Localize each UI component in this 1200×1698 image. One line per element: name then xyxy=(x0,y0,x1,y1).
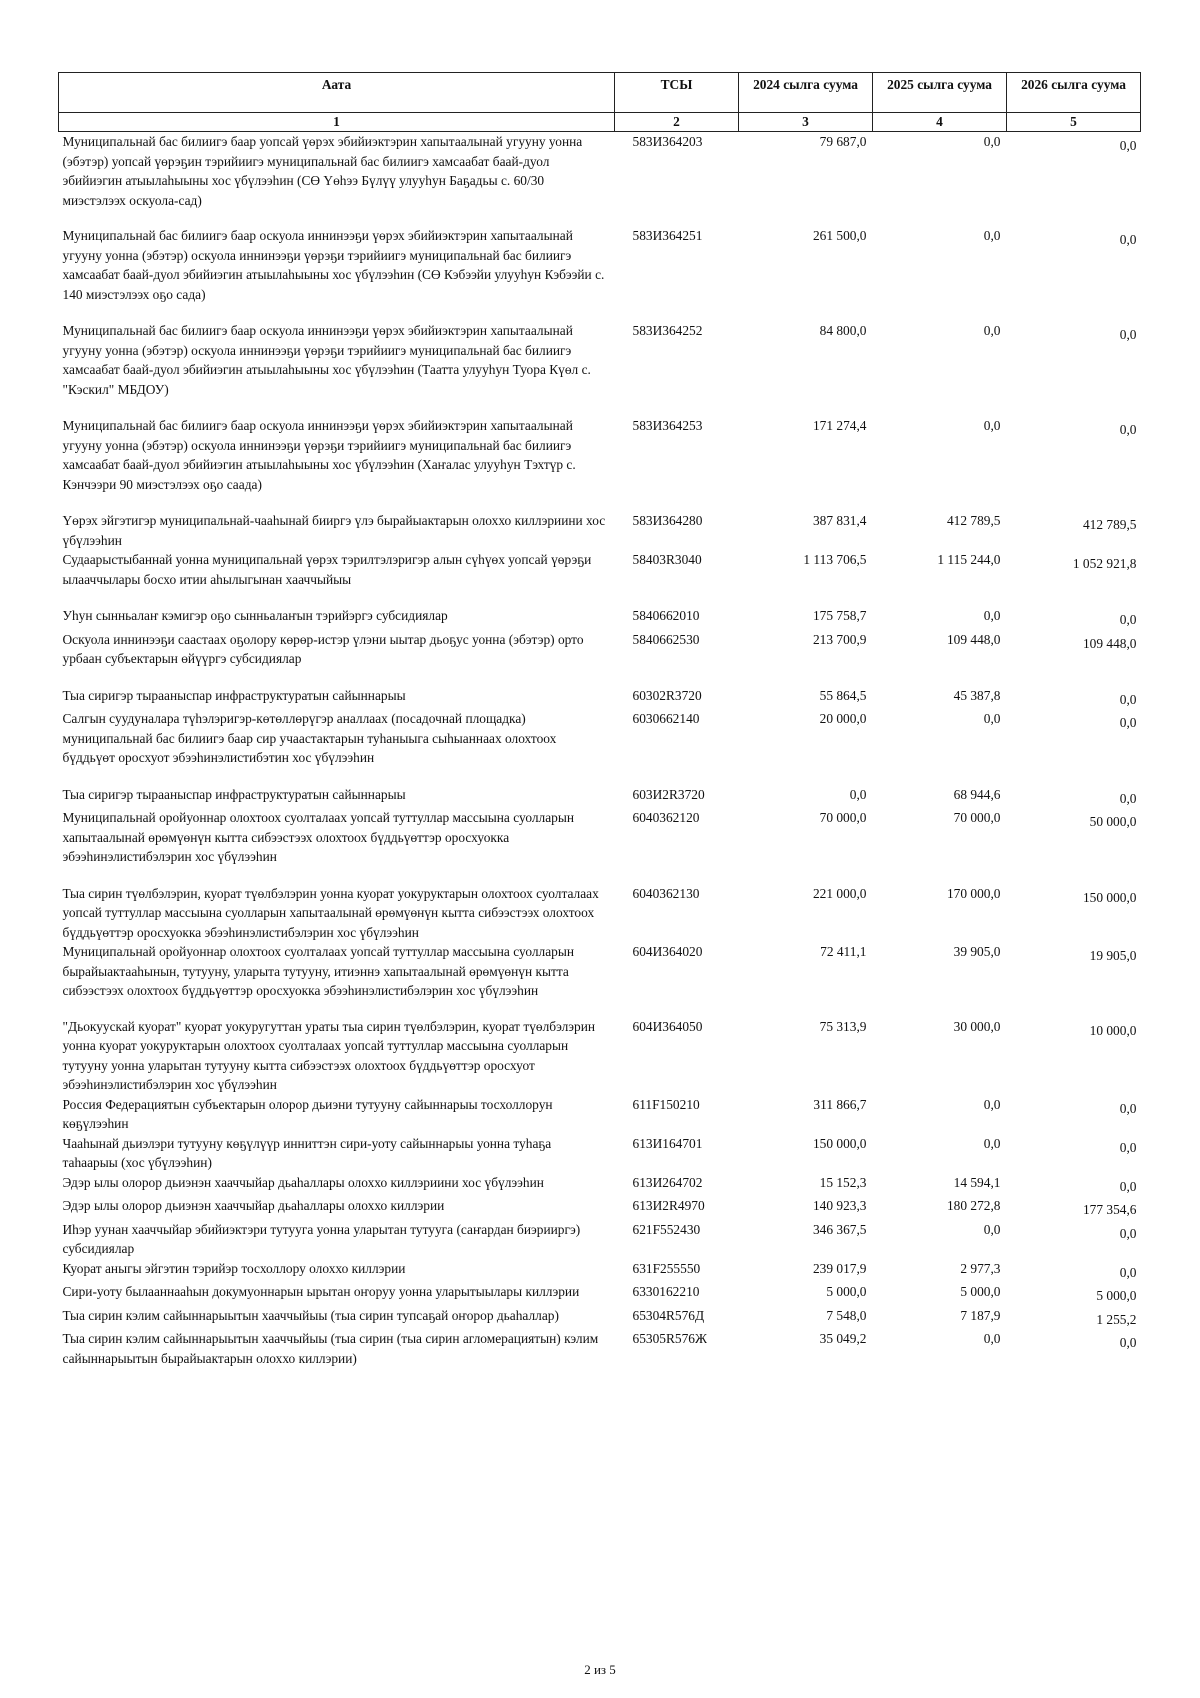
row-2024: 171 274,4 xyxy=(812,418,867,433)
row-2024: 55 864,5 xyxy=(819,687,867,703)
row-name: Муниципальнай бас билиигэ баар оскуола иннинээҕи үөрэх эбийиэктэрин хапытаалынай угууну уонна (эбэтэр) оскуола иннинээҕи үөрэҕи тэрийиигэ муниципальнай бас билиигэ хамсаабат баай-дуол эбийиэгин атыылаһыыны хос үбүлээһин (Хаҥалас улууһун Тэхтүр с. Кэнчээри 90 миэстэлээх оҕо саада) xyxy=(62,418,576,492)
row-name: Муниципальнай бас билиигэ баар оскуола иннинээҕи үөрэх эбийиэктэрин хапытаалынай угууну уонна (эбэтэр) оскуола иннинээҕи үөрэҕи тэрийиигэ муниципальнай бас билиигэ хамсаабат баай-дуол эбийиэгин атыылаһыыны хос үбүлээһин (Таатта улууһун Туора Күөл с. "Кэскил" МБДОУ) xyxy=(62,323,591,397)
header-number: 1 xyxy=(59,113,615,132)
row-2024: 213 700,9 xyxy=(812,631,867,647)
row-code: 611F150210 xyxy=(632,1096,700,1112)
table-row xyxy=(59,785,1141,809)
row-2024: 261 500,0 xyxy=(812,228,867,243)
row-code: 6040362120 xyxy=(632,810,700,825)
row-2025: 0,0 xyxy=(983,1331,1001,1346)
row-2026: 109 448,0 xyxy=(1082,635,1137,651)
page-number: 2 из 5 xyxy=(584,1662,616,1677)
row-2026: 10 000,0 xyxy=(1089,1022,1137,1038)
row-name: Чааһынай дьиэлэри тутууну көҕүлүүр инниттэн сири-уоту сайыннарыы уонна туһаҕа таһаарыы (хос үбүлээһин) xyxy=(62,1135,552,1170)
row-2024: 239 017,9 xyxy=(812,1260,867,1276)
row-2024: 140 923,3 xyxy=(812,1198,867,1213)
row-2026: 1 255,2 xyxy=(1096,1311,1137,1327)
table-row xyxy=(59,1282,1141,1306)
row-2024: 0,0 xyxy=(849,786,867,802)
row-2026: 0,0 xyxy=(1119,1178,1137,1194)
row-code: 60302R3720 xyxy=(632,687,702,703)
header-2024: 2024 сылга суума xyxy=(739,73,873,113)
row-code: 583И364252 xyxy=(632,323,703,338)
row-2025: 170 000,0 xyxy=(946,885,1001,901)
table-row xyxy=(59,1095,1141,1134)
row-code: 583И364280 xyxy=(632,513,703,528)
row-name: Үөрэх эйгэтигэр муниципальнай-чааһынай бииргэ үлэ бырайыактарын олоххо киллэриини хос үбүлээһин xyxy=(62,513,606,548)
row-2024: 150 000,0 xyxy=(812,1135,867,1151)
table-row xyxy=(59,1173,1141,1197)
row-2026: 0,0 xyxy=(1119,612,1137,627)
table-row xyxy=(59,132,1141,227)
row-2026: 0,0 xyxy=(1119,232,1137,247)
row-2026: 0,0 xyxy=(1119,422,1137,437)
row-code: 603И2R3720 xyxy=(632,786,705,802)
row-2025: 0,0 xyxy=(983,711,1001,726)
row-2026: 412 789,5 xyxy=(1082,517,1137,532)
row-2025: 0,0 xyxy=(983,1135,1001,1151)
row-code: 613И164701 xyxy=(632,1135,703,1151)
header-2026: 2026 сылга суума xyxy=(1007,73,1141,113)
header-number: 4 xyxy=(873,113,1007,132)
row-name: Куорат аныгы эйгэтин тэрийэр тосхоллору олоххо киллэрии xyxy=(62,1260,406,1276)
table-row xyxy=(59,1306,1141,1330)
row-2026: 0,0 xyxy=(1119,715,1137,730)
table-row xyxy=(59,1196,1141,1220)
table-row xyxy=(59,550,1141,606)
row-name: Муниципальнай бас билиигэ баар оскуола иннинээҕи үөрэх эбийиэктэрин хапытаалынай угууну уонна (эбэтэр) оскуола иннинээҕи үөрэҕи тэрийиигэ муниципальнай бас билиигэ хамсаабат баай-дуол эбийиэгин атыылаһыыны хос үбүлээһин (СӨ Кэбээйи улууһун Кэбээйи с. 140 миэстэлээх оҕо сада) xyxy=(62,228,605,302)
table-row xyxy=(59,1220,1141,1259)
row-name: Судаарыстыбаннай уонна муниципальнай үөрэх тэрилтэлэригэр алын сүһүөх уопсай үөрэҕи ылааччылары босхо итии аһылыгынан хааччыйыы xyxy=(62,552,592,587)
table-row xyxy=(59,1259,1141,1283)
row-2025: 0,0 xyxy=(983,228,1001,243)
table-row xyxy=(59,1017,1141,1095)
row-2026: 19 905,0 xyxy=(1089,948,1137,963)
row-2026: 0,0 xyxy=(1119,1139,1137,1155)
row-name: Россия Федерациятын субъектарын олорор дьиэни тутууну сайыннарыы тосхоллорун көҕүлээһин xyxy=(62,1096,553,1131)
row-2025: 0,0 xyxy=(983,608,1001,623)
row-2024: 15 152,3 xyxy=(819,1174,867,1190)
row-2025: 30 000,0 xyxy=(953,1018,1001,1034)
row-2026: 0,0 xyxy=(1119,327,1137,342)
row-2025: 70 000,0 xyxy=(953,810,1001,825)
row-2026: 5 000,0 xyxy=(1096,1288,1137,1303)
row-name: Муниципальнай бас билиигэ баар уопсай үөрэх эбийиэктэрин хапытаалынай угууну уонна (эбэтэр) уопсай үөрэҕин тэрийиигэ муниципальнай бас билиигэ хамсаабат баай-дуол эбийиэгин атыылаһыыны хос үбүлээһин (СӨ Үөһээ Бүлүү улууһун Баҕадьы с. 60/30 миэстэлээх оскуола-сад) xyxy=(62,134,583,208)
table-row xyxy=(59,884,1141,943)
header-code: ТСЫ xyxy=(615,73,739,113)
row-2026: 0,0 xyxy=(1119,1264,1137,1280)
row-2025: 14 594,1 xyxy=(953,1174,1001,1190)
budget-table-container xyxy=(58,72,1140,1368)
header-number: 2 xyxy=(615,113,739,132)
row-2024: 20 000,0 xyxy=(819,711,867,726)
row-2024: 75 313,9 xyxy=(819,1018,867,1034)
budget-table xyxy=(58,72,1141,1368)
row-code: 604И364050 xyxy=(632,1018,703,1034)
header-row xyxy=(59,73,1141,113)
row-2025: 2 977,3 xyxy=(960,1260,1001,1276)
row-name: Муниципальнай оройуоннар олохтоох суолталаах уопсай туттуллар массыына суолларын бырайыактааһынын, тутууну, уларыта тутууну, итиэннэ хапытаалынай өрөмүөнүн кытта сибээстээх олохтоох бүддьүөттэр оросхуокка эбээһинэлистибэлэрин хос үбүлээһин xyxy=(62,944,575,998)
table-row xyxy=(59,630,1141,686)
table-row xyxy=(59,321,1141,416)
row-2024: 79 687,0 xyxy=(819,134,867,149)
row-2024: 84 800,0 xyxy=(819,323,867,338)
row-2025: 5 000,0 xyxy=(960,1284,1001,1299)
table-row xyxy=(59,416,1141,511)
header-name: Аата xyxy=(59,73,615,113)
table-row xyxy=(59,606,1141,630)
row-name: Иһэр уунан хааччыйар эбийиэктэри тутууга уонна уларытан тутууга (саҥардан биэрииргэ) субсидиялар xyxy=(62,1221,581,1256)
header-2025: 2025 сылга суума xyxy=(873,73,1007,113)
row-name: Оскуола иннинээҕи саастаах оҕолору көрөр-истэр үлэни ыытар дьоҕус уонна (эбэтэр) орто урбаан субъектарын өйүүргэ субсидиялар xyxy=(62,631,584,666)
row-2026: 0,0 xyxy=(1119,138,1137,153)
row-2025: 39 905,0 xyxy=(953,944,1001,959)
row-code: 583И364253 xyxy=(632,418,703,433)
row-name: Сири-уоту былааннааһын докумуоннарын ырытан оҥоруу уонна уларытыылары киллэрии xyxy=(62,1284,580,1299)
row-code: 5840662010 xyxy=(632,608,700,623)
header-number: 5 xyxy=(1007,113,1141,132)
table-body xyxy=(59,132,1141,1369)
row-2025: 0,0 xyxy=(983,418,1001,433)
row-2026: 0,0 xyxy=(1119,1335,1137,1350)
row-name: "Дьокуускай куорат" куорат уокуругуттан ураты тыа сирин түөлбэлэрин, куорат түөлбэлэрин уонна куорат уокуруктарын олохтоох суолталаах уопсай туттуллар массыына суолларын тутууну уонна уларытан тутууну кытта сибээстээх олохтоох бүддьүөттэр оросхуот эбээһинэлистибэлэрин хос үбүлээһин xyxy=(62,1018,596,1092)
table-row xyxy=(59,511,1141,550)
row-name: Уһун сынньалаҥ кэмигэр оҕо сынньалаҥын тэрийэргэ субсидиялар xyxy=(62,608,448,623)
row-2025: 412 789,5 xyxy=(946,513,1001,528)
row-code: 65305R576Ж xyxy=(632,1331,707,1346)
row-2025: 45 387,8 xyxy=(953,687,1001,703)
header-number-row xyxy=(59,113,1141,132)
row-code: 58403R3040 xyxy=(632,552,702,567)
row-2024: 221 000,0 xyxy=(812,885,867,901)
row-2025: 7 187,9 xyxy=(960,1307,1001,1323)
table-row xyxy=(59,709,1141,785)
row-code: 583И364203 xyxy=(632,134,703,149)
row-code: 613И2R4970 xyxy=(632,1198,705,1213)
row-2025: 0,0 xyxy=(983,134,1001,149)
row-2024: 346 367,5 xyxy=(812,1221,867,1237)
row-name: Тыа сирин кэлим сайыннарыытын хааччыйыы (тыа сирин тупсаҕай оҥорор дьаһаллар) xyxy=(62,1307,559,1323)
row-2024: 175 758,7 xyxy=(812,608,867,623)
row-2025: 0,0 xyxy=(983,323,1001,338)
row-2024: 5 000,0 xyxy=(826,1284,867,1299)
row-2024: 311 866,7 xyxy=(813,1096,867,1112)
row-name: Тыа сиригэр тырааныспар инфраструктуратын сайыннарыы xyxy=(62,687,406,703)
row-2026: 0,0 xyxy=(1119,1225,1137,1241)
row-code: 65304R576Д xyxy=(632,1307,705,1323)
row-2026: 0,0 xyxy=(1119,790,1137,806)
table-row xyxy=(59,1329,1141,1368)
row-name: Тыа сиригэр тырааныспар инфраструктуратын сайыннарыы xyxy=(62,786,406,802)
table-row xyxy=(59,1134,1141,1173)
row-2025: 109 448,0 xyxy=(946,631,1001,647)
row-2024: 72 411,1 xyxy=(820,944,867,959)
row-name: Тыа сирин кэлим сайыннарыытын хааччыйыы (тыа сирин (тыа сирин агломерациятын) кэлим сайыннарыытын бырайыактарын олоххо киллэрии) xyxy=(62,1331,599,1366)
row-name: Муниципальнай оройуоннар олохтоох суолталаах уопсай туттуллар массыына суолларын хапытаалынай өрөмүөнүн кытта сибээстээх олохтоох бүддьүөттэр оросхуокка эбээһинэлистибэлэрин хос үбүлээһин xyxy=(62,810,575,864)
row-name: Эдэр ылы олорор дьиэнэн хааччыйар дьаһаллары олоххо киллэрии xyxy=(62,1198,445,1213)
row-name: Эдэр ылы олорор дьиэнэн хааччыйар дьаһаллары олоххо киллэриини хос үбүлээһин xyxy=(62,1174,544,1190)
row-code: 6030662140 xyxy=(632,711,700,726)
table-row xyxy=(59,808,1141,884)
row-2024: 387 831,4 xyxy=(812,513,867,528)
row-name: Тыа сирин түөлбэлэрин, куорат түөлбэлэрин уонна куорат уокуруктарын олохтоох суолталаах уопсай туттуллар массыына суолларын хапытаалынай өрөмүөнүн кытта сибээстээх олохтоох бүддьүөттэр оросхуокка эбээһинэлистибэлэрин хос үбүлээһин xyxy=(62,885,599,940)
row-2026: 177 354,6 xyxy=(1082,1202,1137,1217)
row-2026: 1 052 921,8 xyxy=(1072,556,1137,571)
row-2024: 70 000,0 xyxy=(819,810,867,825)
row-2026: 150 000,0 xyxy=(1082,889,1137,905)
row-code: 583И364251 xyxy=(632,228,703,243)
row-code: 5840662530 xyxy=(632,631,700,647)
row-2024: 1 113 706,5 xyxy=(803,552,867,567)
row-code: 631F255550 xyxy=(632,1260,701,1276)
row-2025: 0,0 xyxy=(983,1096,1001,1112)
table-row xyxy=(59,686,1141,710)
row-2025: 68 944,6 xyxy=(953,786,1001,802)
row-2026: 50 000,0 xyxy=(1089,814,1137,829)
row-2025: 0,0 xyxy=(983,1221,1001,1237)
row-code: 6040362130 xyxy=(632,885,700,901)
row-2025: 180 272,8 xyxy=(946,1198,1001,1213)
row-2026: 0,0 xyxy=(1119,691,1137,707)
row-code: 621F552430 xyxy=(632,1221,701,1237)
row-code: 604И364020 xyxy=(632,944,703,959)
table-row xyxy=(59,942,1141,1017)
row-code: 613И264702 xyxy=(632,1174,703,1190)
row-2024: 35 049,2 xyxy=(819,1331,867,1346)
row-2024: 7 548,0 xyxy=(826,1307,867,1323)
row-name: Салгын суудуналара түһэлэригэр-көтөллөрүгэр аналлаах (посадочнай площадка) муниципальнай бас билиигэ баар сир учаастактарын туһаныыга сыһыаннаах олохтоох бүддьүөт оросхуот эбээһинэлистибэтин хос үбүлээһин xyxy=(62,711,557,765)
row-2025: 1 115 244,0 xyxy=(937,552,1001,567)
header-number: 3 xyxy=(739,113,873,132)
table-row xyxy=(59,226,1141,321)
row-code: 6330162210 xyxy=(632,1284,700,1299)
row-2026: 0,0 xyxy=(1119,1100,1137,1116)
